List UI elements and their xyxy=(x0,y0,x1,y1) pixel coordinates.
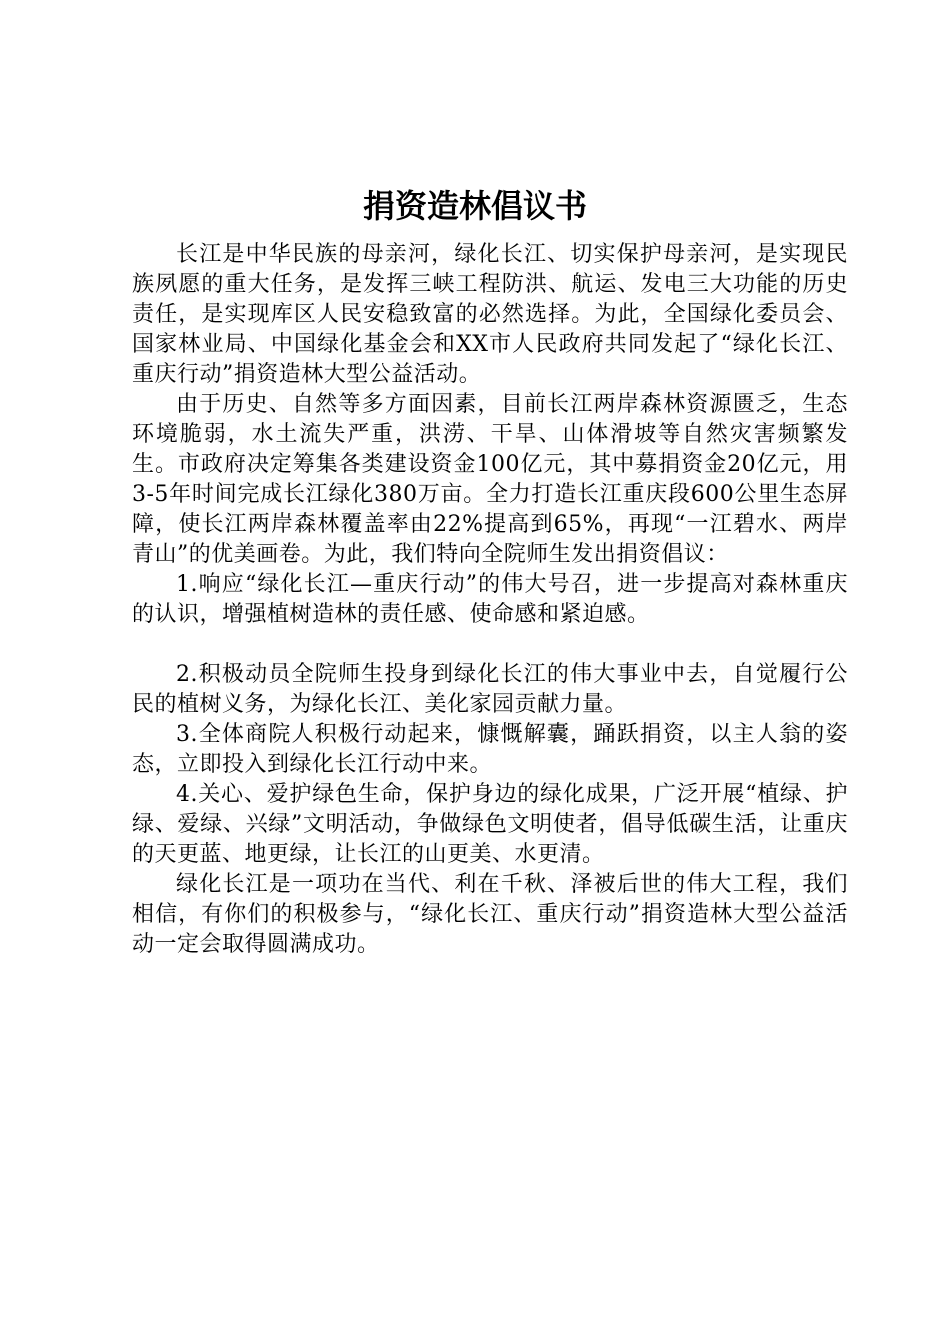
paragraph-closing: 绿化长江是一项功在当代、利在千秋、泽被后世的伟大工程，我们相信，有你们的积极参与，“绿化长江、重庆行动”捐资造林大型公益活动一定会取得圆满成功。 xyxy=(132,872,848,957)
proposal-item-4: 4.关心、爱护绿色生命，保护身边的绿化成果，广泛开展“植绿、护绿、爱绿、兴绿”文明活动，争做绿色文明使者，倡导低碳生活，让重庆的天更蓝、地更绿，让长江的山更美、水更清。 xyxy=(132,782,848,867)
paragraph-intro: 长江是中华民族的母亲河，绿化长江、切实保护母亲河，是实现民族夙愿的重大任务，是发挥三峡工程防洪、航运、发电三大功能的历史责任，是实现库区人民安稳致富的必然选择。为此，全国绿化委员会、国家林业局、中国绿化基金会和XX市人民政府共同发起了“绿化长江、重庆行动”捐资造林大型公益活动。 xyxy=(132,242,848,387)
proposal-item-3: 3.全体商院人积极行动起来，慷慨解囊，踊跃捐资，以主人翁的姿态，立即投入到绿化长江行动中来。 xyxy=(132,722,848,777)
document-body xyxy=(132,240,848,960)
proposal-item-2: 2.积极动员全院师生投身到绿化长江的伟大事业中去，自觉履行公民的植树义务，为绿化长江、美化家园贡献力量。 xyxy=(132,662,848,717)
document-title: 捐资造林倡议书 xyxy=(362,187,587,225)
proposal-item-1: 1.响应“绿化长江—重庆行动”的伟大号召，进一步提高对森林重庆的认识，增强植树造林的责任感、使命感和紧迫感。 xyxy=(132,572,848,627)
paragraph-background: 由于历史、自然等多方面因素，目前长江两岸森林资源匮乏，生态环境脆弱，水土流失严重，洪涝、干旱、山体滑坡等自然灾害频繁发生。市政府决定筹集各类建设资金100亿元，其中募捐资金20亿元，用3-5年时间完成长江绿化380万亩。全力打造长江重庆段600公里生态屏障，使长江两岸森林覆盖率由22%提高到65%，再现“一江碧水、两岸青山”的优美画卷。为此，我们特向全院师生发出捐资倡议： xyxy=(132,392,848,567)
